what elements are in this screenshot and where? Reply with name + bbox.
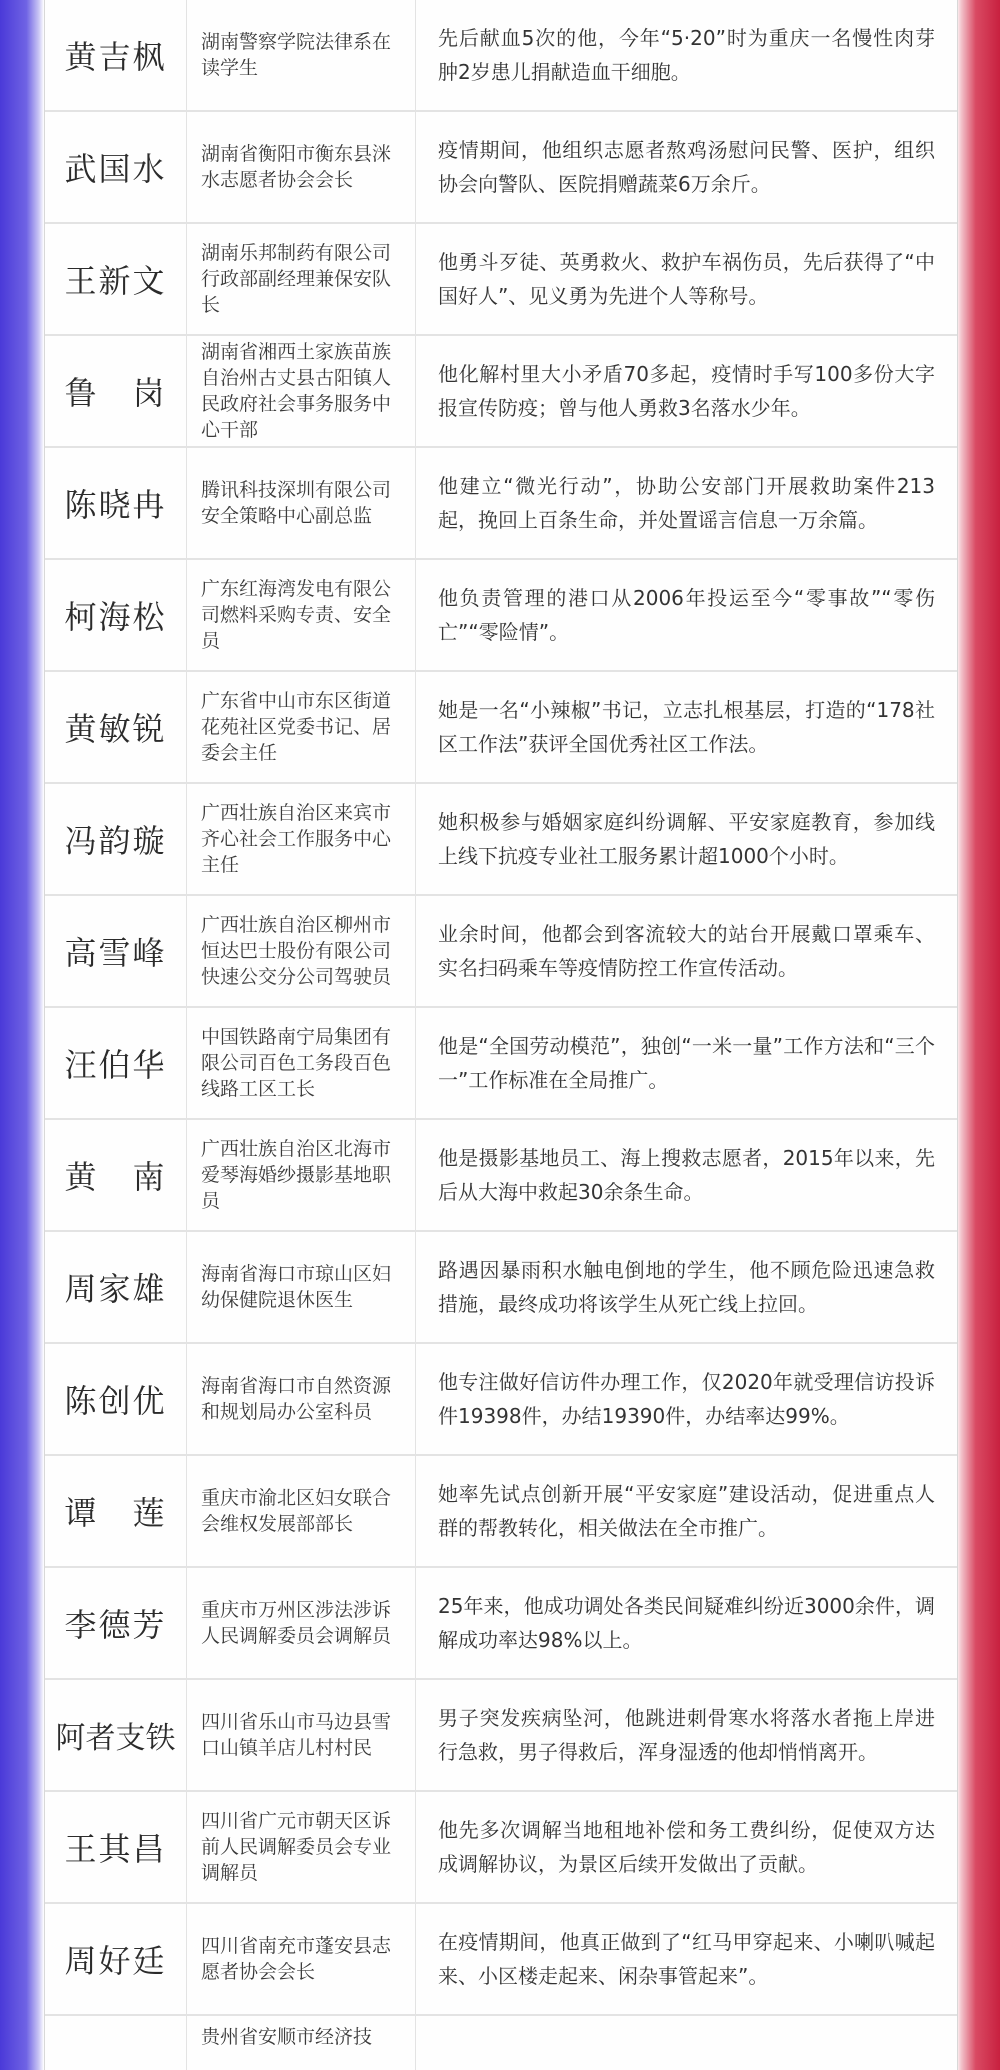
deed-cell: 他先多次调解当地租地补偿和务工费纠纷，促使双方达成调解协议，为景区后续开发做出了贡献。: [438, 1818, 935, 1876]
unit-cell: 湖南省湘西土家族苗族自治州古丈县古阳镇人民政府社会事务服务中心干部: [187, 336, 416, 446]
left-color-band: [0, 0, 44, 2070]
unit-cell: 四川省南充市蓬安县志愿者协会会长: [187, 1904, 416, 2014]
name-cell: 阿者支铁: [45, 1680, 187, 1790]
table-row: [45, 2016, 957, 2070]
deed-cell: 她积极参与婚姻家庭纠纷调解、平安家庭教育，参加线上线下抗疫专业社工服务累计超1000个小时。: [438, 810, 935, 868]
unit-cell: 中国铁路南宁局集团有限公司百色工务段百色线路工区工长: [187, 1008, 416, 1118]
deed-cell: 他是“全国劳动模范”，独创“一米一量”工作方法和“三个一”工作标准在全局推广。: [438, 1034, 935, 1092]
deed-cell: 男子突发疾病坠河，他跳进刺骨寒水将落水者拖上岸进行急救，男子得救后，浑身湿透的他却悄悄离开。: [438, 1706, 935, 1764]
unit-cell: 贵州省安顺市经济技: [187, 2016, 416, 2070]
deed-cell: 路遇因暴雨积水触电倒地的学生，他不顾危险迅速急救措施，最终成功将该学生从死亡线上拉回。: [438, 1258, 935, 1316]
name-cell: 王新文: [45, 224, 187, 334]
unit-cell: 湖南乐邦制药有限公司行政部副经理兼保安队长: [187, 224, 416, 334]
table-row: [45, 1232, 957, 1344]
name-cell: 鲁 岗: [45, 336, 187, 446]
unit-cell: 湖南警察学院法律系在读学生: [187, 0, 416, 110]
table-row: [45, 1344, 957, 1456]
deed-cell: 疫情期间，他组织志愿者熬鸡汤慰问民警、医护，组织协会向警队、医院捐赠蔬菜6万余斤。: [438, 138, 935, 196]
table-row: [45, 1680, 957, 1792]
name-cell: 冯韵璇: [45, 784, 187, 894]
name-cell: 李德芳: [45, 1568, 187, 1678]
deed-cell: 他建立“微光行动”，协助公安部门开展救助案件213起，挽回上百条生命，并处置谣言信息一万余篇。: [438, 474, 935, 532]
name-cell: 陈晓冉: [45, 448, 187, 558]
deed-cell: 他专注做好信访件办理工作，仅2020年就受理信访投诉件19398件，办结19390件，办结率达99%。: [438, 1370, 935, 1428]
deed-cell: 他负责管理的港口从2006年投运至今“零事故”“零伤亡”“零险情”。: [438, 586, 935, 644]
unit-cell: 海南省海口市自然资源和规划局办公室科员: [187, 1344, 416, 1454]
table-row: [45, 336, 957, 448]
table-row: [45, 224, 957, 336]
deed-cell: 她是一名“小辣椒”书记，立志扎根基层，打造的“178社区工作法”获评全国优秀社区工作法。: [438, 698, 935, 756]
name-cell: 武国水: [45, 112, 187, 222]
unit-cell: 广西壮族自治区柳州市恒达巴士股份有限公司快速公交分公司驾驶员: [187, 896, 416, 1006]
name-cell: 谭 莲: [45, 1456, 187, 1566]
table-row: [45, 784, 957, 896]
deed-cell: 25年来，他成功调处各类民间疑难纠纷近3000余件，调解成功率达98%以上。: [438, 1594, 935, 1652]
deed-cell: 他是摄影基地员工、海上搜救志愿者，2015年以来，先后从大海中救起30余条生命。: [438, 1146, 935, 1204]
table-row: [45, 0, 957, 112]
unit-cell: 四川省广元市朝天区诉前人民调解委员会专业调解员: [187, 1792, 416, 1902]
table-row: [45, 1904, 957, 2016]
table-row: [45, 1120, 957, 1232]
right-color-band: [956, 0, 1000, 2070]
name-cell: 高雪峰: [45, 896, 187, 1006]
table-row: [45, 1008, 957, 1120]
table-row: [45, 896, 957, 1008]
table-row: [45, 560, 957, 672]
table-row: [45, 448, 957, 560]
table-row: [45, 1792, 957, 1904]
deed-cell: 业余时间，他都会到客流较大的站台开展戴口罩乘车、实名扫码乘车等疫情防控工作宣传活动。: [438, 922, 935, 980]
name-cell: 黄吉枫: [45, 0, 187, 110]
name-cell: 黄敏锐: [45, 672, 187, 782]
name-cell: [45, 2016, 187, 2070]
unit-cell: 海南省海口市琼山区妇幼保健院退休医生: [187, 1232, 416, 1342]
unit-cell: 重庆市万州区涉法涉诉人民调解委员会调解员: [187, 1568, 416, 1678]
name-cell: 王其昌: [45, 1792, 187, 1902]
table-row: [45, 112, 957, 224]
name-cell: 汪伯华: [45, 1008, 187, 1118]
table-row: [45, 1456, 957, 1568]
name-cell: 周好廷: [45, 1904, 187, 2014]
name-cell: 周家雄: [45, 1232, 187, 1342]
deed-cell: 在疫情期间，他真正做到了“红马甲穿起来、小喇叭喊起来、小区楼走起来、闲杂事管起来”。: [438, 1930, 935, 1988]
unit-cell: 广东省中山市东区街道花苑社区党委书记、居委会主任: [187, 672, 416, 782]
deed-cell: 他化解村里大小矛盾70多起，疫情时手写100多份大字报宣传防疫；曾与他人勇救3名落水少年。: [438, 362, 935, 420]
honoree-table: [44, 0, 958, 2070]
unit-cell: 腾讯科技深圳有限公司安全策略中心副总监: [187, 448, 416, 558]
deed-cell: [416, 2016, 957, 2070]
unit-cell: 广西壮族自治区北海市爱琴海婚纱摄影基地职员: [187, 1120, 416, 1230]
name-cell: 陈创优: [45, 1344, 187, 1454]
deed-cell: 先后献血5次的他，今年“5·20”时为重庆一名慢性肉芽肿2岁患儿捐献造血干细胞。: [438, 26, 935, 84]
table-row: [45, 672, 957, 784]
name-cell: 柯海松: [45, 560, 187, 670]
unit-cell: 广西壮族自治区来宾市齐心社会工作服务中心主任: [187, 784, 416, 894]
name-cell: 黄 南: [45, 1120, 187, 1230]
deed-cell: 她率先试点创新开展“平安家庭”建设活动，促进重点人群的帮教转化，相关做法在全市推广。: [438, 1482, 935, 1540]
deed-cell: 他勇斗歹徒、英勇救火、救护车祸伤员，先后获得了“中国好人”、见义勇为先进个人等称号。: [438, 250, 935, 308]
unit-cell: 四川省乐山市马边县雪口山镇羊店儿村村民: [187, 1680, 416, 1790]
unit-cell: 重庆市渝北区妇女联合会维权发展部部长: [187, 1456, 416, 1566]
table-row: [45, 1568, 957, 1680]
unit-cell: 湖南省衡阳市衡东县洣水志愿者协会会长: [187, 112, 416, 222]
unit-cell: 广东红海湾发电有限公司燃料采购专责、安全员: [187, 560, 416, 670]
